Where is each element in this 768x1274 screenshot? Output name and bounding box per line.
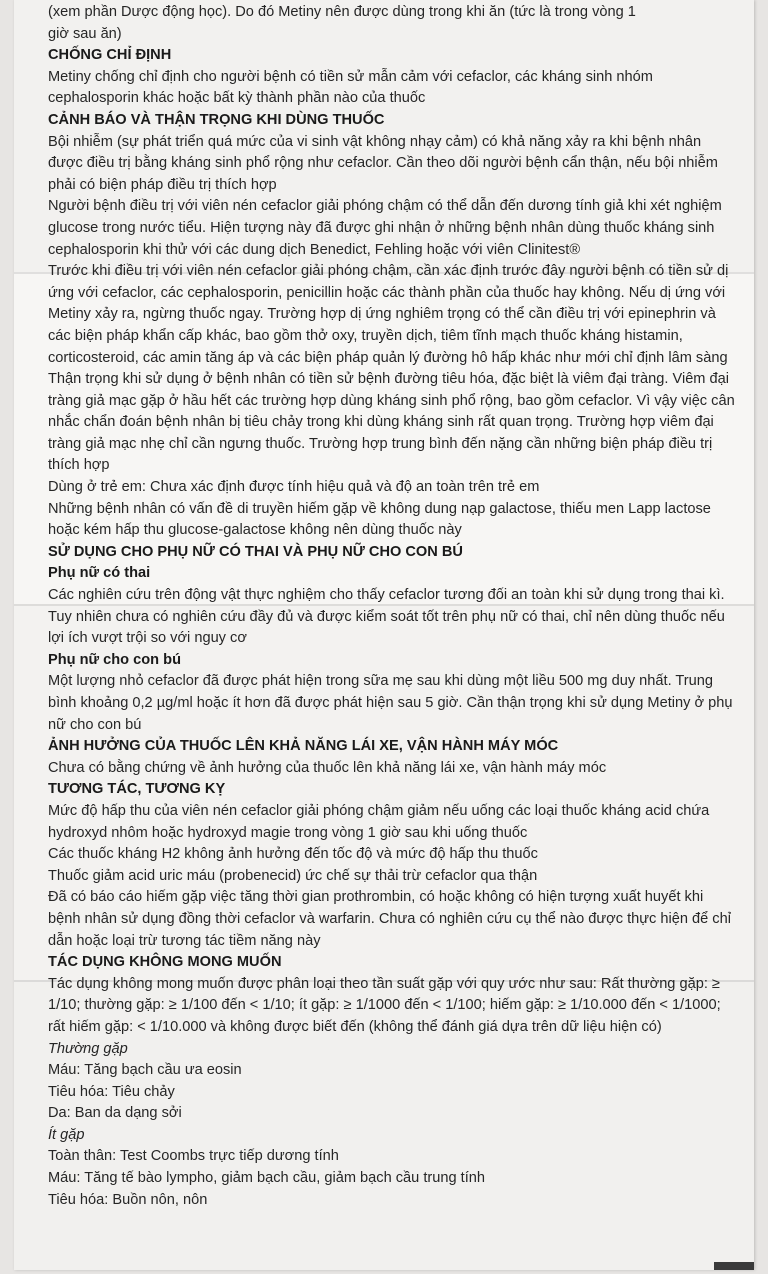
paragraph: Tác dụng không mong muốn được phân loại theo tần suất gặp với quy ước như sau: Rất thường gặp: ≥ 1/10; thường gặp: ≥ 1/100 đến < 1/10; ít gặp: ≥ 1/1000 đến < 1/100; hiếm gặp: ≥ 1/10.000 đến < 1/1000; rất hiếm gặp: < 1/10.000 và không được biết đến (không thể đánh giá dựa trên dữ liệu hiện có) (48, 975, 721, 1035)
paragraph: Trước khi điều trị với viên nén cefaclor giải phóng chậm, cần xác định trước đây người bệnh có tiền sử dị ứng với cefaclor, các cephalosporin, penicillin hoặc các thành phần của thuốc hay không. Nếu dị ứng với Metiny xảy ra, ngừng thuốc ngay. Trường hợp dị ứng nghiêm trọng có thể cần điều trị với epinephrin và các biện pháp khẩn cấp khác, bao gồm thở oxy, truyền dịch, tiêm tĩnh mạch thuốc kháng histamin, corticosteroid, các amin tăng áp và các biện pháp quản lý đường hô hấp khác như mới chỉ định lâm sàng (48, 263, 729, 366)
paragraph: Các nghiên cứu trên động vật thực nghiệm cho thấy cefaclor tương đối an toàn khi sử dụng trong thai kì. Tuy nhiên chưa có nghiên cứu đầy đủ và được kiểm soát tốt trên phụ nữ có thai, chỉ nên dùng thuốc nếu lợi ích vượt trội so với nguy cơ (48, 587, 725, 647)
paragraph: Dùng ở trẻ em: Chưa xác định được tính hiệu quả và độ an toàn trên trẻ em (48, 479, 540, 496)
subheading-pregnant: Phụ nữ có thai (48, 565, 151, 582)
intro-line: giờ sau ăn) (48, 25, 122, 42)
leaflet-text (48, 0, 738, 1211)
list-item: Tiêu hóa: Buồn nôn, nôn (48, 1191, 208, 1208)
paragraph: Đã có báo cáo hiếm gặp việc tăng thời gian prothrombin, có hoặc không có hiện tượng xuất huyết khi bệnh nhân sử dụng đồng thời cefaclor và warfarin. Chưa có nghiên cứu cụ thể nào được thực hiện để chỉ dẫn hoặc loại trừ tương tác tiềm năng này (48, 889, 731, 949)
frequency-label-common: Thường gặp (48, 1040, 128, 1057)
paragraph: Mức độ hấp thu của viên nén cefaclor giải phóng chậm giảm nếu uống các loại thuốc kháng acid chứa hydroxyd nhôm hoặc hydroxyd magie trong vòng 1 giờ sau khi uống thuốc (48, 802, 710, 841)
section-heading-driving: ẢNH HƯỞNG CỦA THUỐC LÊN KHẢ NĂNG LÁI XE, VẬN HÀNH MÁY MÓC (48, 738, 559, 755)
leaflet-page (14, 0, 754, 1270)
list-item: Tiêu hóa: Tiêu chảy (48, 1083, 175, 1100)
paragraph: Thuốc giảm acid uric máu (probenecid) ức chế sự thải trừ cefaclor qua thận (48, 867, 538, 884)
intro-line: (xem phần Dược động học). Do đó Metiny nên được dùng trong khi ăn (tức là trong vòng 1 (48, 4, 636, 20)
edge-mark (714, 1262, 754, 1270)
list-item: Da: Ban da dạng sởi (48, 1105, 182, 1122)
paragraph: Các thuốc kháng H2 không ảnh hưởng đến tốc độ và mức độ hấp thu thuốc (48, 846, 538, 863)
paragraph: Thận trọng khi sử dụng ở bệnh nhân có tiền sử bệnh đường tiêu hóa, đặc biệt là viêm đại tràng. Viêm đại tràng giả mạc gặp ở hầu hết các trường hợp dùng kháng sinh phổ rộng, bao gồm cefaclor. Vì vậy việc cân nhắc chẩn đoán bệnh nhân bị tiêu chảy trong khi dùng kháng sinh rất quan trọng. Trường hợp viêm đại tràng giả mạc nhẹ chỉ cần ngưng thuốc. Trường hợp trung bình đến nặng cần những biện pháp điều trị thích hợp (48, 371, 735, 474)
paragraph: Bội nhiễm (sự phát triển quá mức của vi sinh vật không nhạy cảm) có khả năng xảy ra khi bệnh nhân được điều trị bằng kháng sinh phổ rộng như cefaclor. Cần theo dõi người bệnh cẩn thận, nếu bội nhiễm phải có biện pháp điều trị thích hợp (48, 133, 718, 193)
paragraph: Một lượng nhỏ cefaclor đã được phát hiện trong sữa mẹ sau khi dùng một liều 500 mg duy nhất. Trung bình khoảng 0,2 µg/ml hoặc ít hơn đã được phát hiện sau 5 giờ. Cần thận trọng khi sử dụng Metiny ở phụ nữ cho con bú (48, 673, 733, 733)
section-heading-interactions: TƯƠNG TÁC, TƯƠNG KỴ (48, 781, 226, 798)
section-heading-contraindications: CHỐNG CHỈ ĐỊNH (48, 47, 172, 64)
paragraph: Metiny chống chỉ định cho người bệnh có tiền sử mẫn cảm với cefaclor, các kháng sinh nhóm cephalosporin khác hoặc bất kỳ thành phần nào của thuốc (48, 68, 653, 107)
subheading-nursing: Phụ nữ cho con bú (48, 651, 181, 668)
paragraph: Chưa có bằng chứng về ảnh hưởng của thuốc lên khả năng lái xe, vận hành máy móc (48, 759, 607, 776)
list-item: Máu: Tăng tế bào lympho, giảm bạch cầu, giảm bạch cầu trung tính (48, 1170, 485, 1187)
paragraph: Người bệnh điều trị với viên nén cefaclor giải phóng chậm có thể dẫn đến dương tính giả khi xét nghiệm glucose trong nước tiểu. Hiện tượng này đã được ghi nhận ở những bệnh nhân dùng thuốc kháng sinh cephalosporin khi thử với các dung dịch Benedict, Fehling hoặc với viên Clinitest® (48, 198, 722, 258)
frequency-label-uncommon: Ít gặp (48, 1126, 85, 1143)
section-heading-warnings: CẢNH BÁO VÀ THẬN TRỌNG KHI DÙNG THUỐC (48, 111, 385, 128)
section-heading-side-effects: TÁC DỤNG KHÔNG MONG MUỐN (48, 954, 282, 971)
list-item: Toàn thân: Test Coombs trực tiếp dương tính (48, 1148, 339, 1165)
paragraph: Những bệnh nhân có vấn đề di truyền hiếm gặp về không dung nạp galactose, thiếu men Lapp lactose hoặc kém hấp thu glucose-galactose không nên dùng thuốc này (48, 500, 711, 539)
section-heading-pregnancy: SỬ DỤNG CHO PHỤ NỮ CÓ THAI VÀ PHỤ NỮ CHO CON BÚ (48, 543, 463, 560)
list-item: Máu: Tăng bạch cầu ưa eosin (48, 1062, 242, 1079)
